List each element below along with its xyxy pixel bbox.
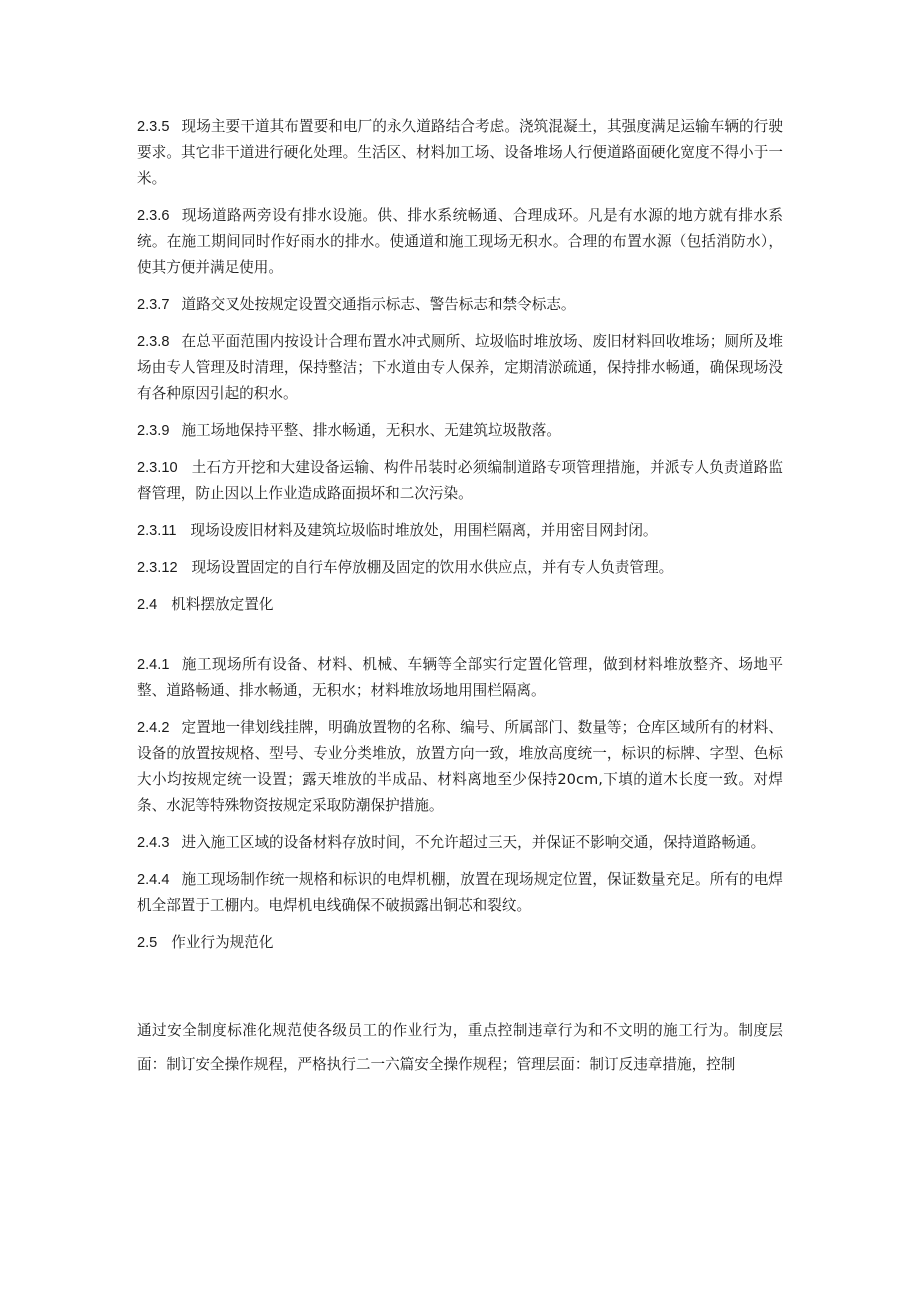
heading-number: 2.4 [137, 597, 158, 613]
section-text: 土石方开挖和大建设备运输、构件吊装时必须编制道路专项管理措施，并派专人负责道路监督管理，防止因以上作业造成路面损坏和二次污染。 [137, 459, 783, 502]
heading-2-5 [137, 930, 783, 956]
section-text: 现场设废旧材料及建筑垃圾临时堆放处，用围栏隔离，并用密目网封闭。 [190, 522, 658, 539]
section-2-3-6 [137, 203, 783, 281]
section-number: 2.3.8 [137, 334, 170, 350]
section-text: 定置地一律划线挂牌，明确放置物的名称、编号、所属部门、数量等；仓库区域所有的材料、设备的放置按规格、型号、专业分类堆放，放置方向一致，堆放高度统一，标识的标牌、字型、色标大小均按规定统一设置；露天堆放的半成品、材料离地至少保持20cm,下填的道木长度一致。对焊条、水泥等特殊物资按规定采取防潮保护措施。 [137, 719, 783, 814]
section-text: 道路交叉处按规定设置交通指示标志、警告标志和禁令标志。 [181, 296, 576, 313]
section-2-4-4 [137, 867, 783, 919]
section-number: 2.3.6 [137, 208, 170, 224]
section-2-4-3 [137, 830, 783, 856]
section-number: 2.4.3 [137, 835, 170, 851]
section-2-3-7 [137, 292, 783, 318]
section-number: 2.3.12 [137, 560, 178, 576]
section-2-3-11 [137, 518, 783, 544]
section-text: 施工现场制作统一规格和标识的电焊机棚，放置在现场规定位置，保证数量充足。所有的电焊机全部置于工棚内。电焊机电线确保不破损露出铜芯和裂纹。 [137, 871, 783, 914]
section-2-4-2 [137, 715, 783, 819]
section-text: 进入施工区域的设备材料存放时间，不允许超过三天，并保证不影响交通，保持道路畅通。 [181, 834, 766, 851]
heading-text: 机料摆放定置化 [171, 596, 274, 613]
section-text: 现场道路两旁设有排水设施。供、排水系统畅通、合理成环。凡是有水源的地方就有排水系统。在施工期间同时作好雨水的排水。使通道和施工现场无积水。合理的布置水源（包括消防水），使其方便并满足使用。 [137, 207, 783, 276]
section-2-3-5 [137, 114, 783, 192]
section-2-3-12 [137, 555, 783, 581]
section-2-4-1 [137, 652, 783, 704]
section-text: 在总平面范围内按设计合理布置水冲式厕所、垃圾临时堆放场、废旧材料回收堆场；厕所及堆场由专人管理及时清理，保持整洁；下水道由专人保养，定期清淤疏通，保持排水畅通，确保现场没有各种原因引起的积水。 [137, 333, 783, 402]
section-text: 施工场地保持平整、排水畅通，无积水、无建筑垃圾散落。 [181, 422, 561, 439]
document-body [137, 114, 783, 1082]
section-2-3-9 [137, 418, 783, 444]
section-2-3-8 [137, 329, 783, 407]
section-text: 现场设置固定的自行车停放棚及固定的饮用水供应点，并有专人负责管理。 [191, 559, 674, 576]
section-number: 2.4.4 [137, 872, 170, 888]
heading-number: 2.5 [137, 935, 158, 951]
section-number: 2.3.10 [137, 460, 178, 476]
section-text: 施工现场所有设备、材料、机械、车辆等全部实行定置化管理，做到材料堆放整齐、场地平整、道路畅通、排水畅通，无积水；材料堆放场地用围栏隔离。 [137, 656, 783, 699]
section-number: 2.3.11 [137, 523, 177, 539]
section-number: 2.3.5 [137, 119, 170, 135]
section-number: 2.3.7 [137, 297, 170, 313]
section-text: 现场主要干道其布置要和电厂的永久道路结合考虑。浇筑混凝土，其强度满足运输车辆的行驶要求。其它非干道进行硬化处理。生活区、材料加工场、设备堆场人行便道路面硬化宽度不得小于一米。 [137, 118, 783, 187]
section-number: 2.4.2 [137, 720, 170, 736]
section-number: 2.3.9 [137, 423, 170, 439]
closing-paragraph: 通过安全制度标准化规范使各级员工的作业行为，重点控制违章行为和不文明的施工行为。制度层面：制订安全操作规程，严格执行二一六篇安全操作规程；管理层面：制订反违章措施，控制 [137, 1022, 783, 1073]
heading-text: 作业行为规范化 [171, 934, 274, 951]
section-number: 2.4.1 [137, 657, 170, 673]
heading-2-4 [137, 592, 783, 618]
section-2-3-10 [137, 455, 783, 507]
